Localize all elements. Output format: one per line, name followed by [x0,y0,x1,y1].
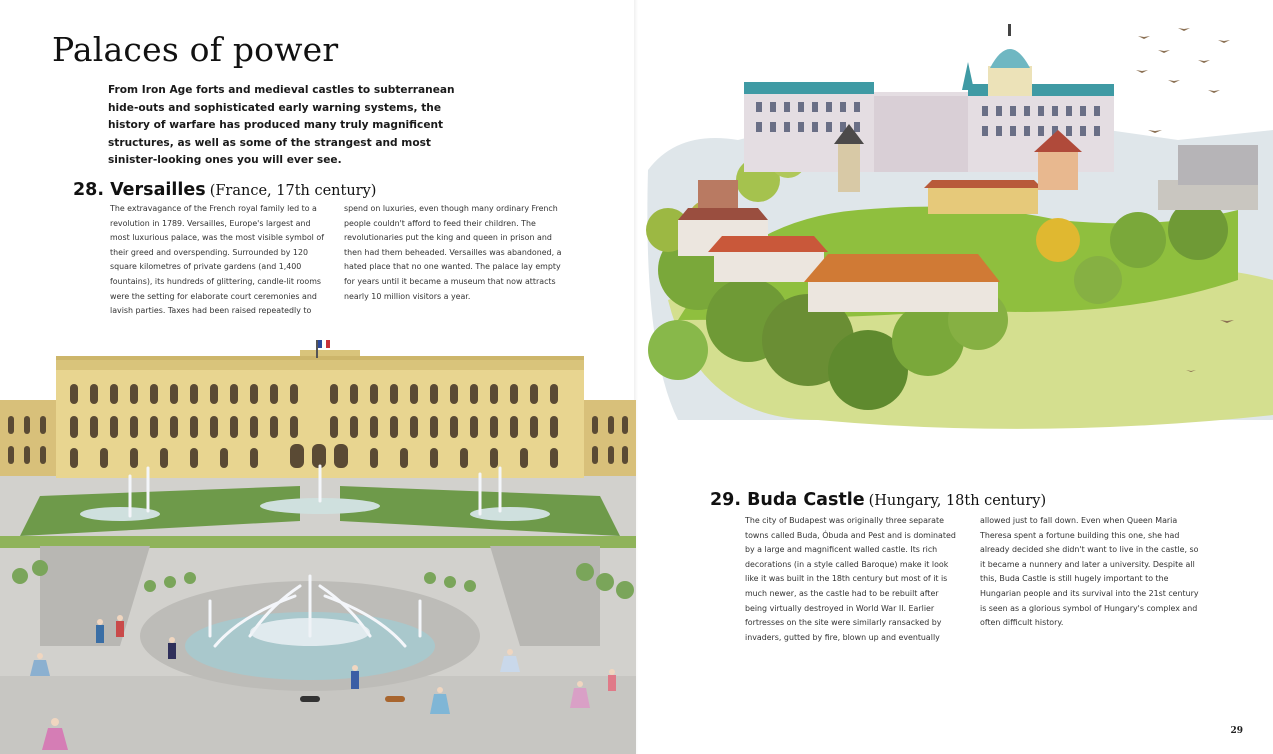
buda-heading-name: 29. Buda Castle [710,490,865,510]
versailles-text-col2: spend on luxuries, even though many ordinary French people couldn't afford to feed their children. The revolutionaries put the king and queen in prison and then had them beheaded. Versailles was abandoned, a hated place that no one wanted. The palace lay empty for years until it became a museum that now attracts nearly 10 million visitors a year. [344,204,562,301]
versailles-illustration [0,336,636,754]
versailles-left-wing [0,400,60,476]
buda-spire [962,62,974,90]
buda-text-col1: The city of Budapest was originally three separate towns called Buda, Óbuda and Pest and is dominated by a large and magnificent walled castle. Its rich decorations (in a style called Baroque) make it look like it was built in the 18th century but most of it is much newer, as the castle had to be rebuilt after being virtually destroyed in World War II. Earlier fortresses on the site were similarly ransacked by invaders, gutted by fire, blown up and eventually [745,516,956,642]
page-title: Palaces of power [52,30,339,69]
page-number: 29 [1230,726,1243,736]
versailles-heading-subtitle: (France, 17th century) [209,183,377,199]
buda-tower [838,142,860,192]
buda-dome-drum [988,66,1032,96]
buda-illustration-svg [638,20,1273,430]
buda-castle-roof-left [744,82,874,94]
versailles-right-wing [582,400,636,476]
buda-illustration [638,20,1273,430]
versailles-heading [73,173,376,201]
intro-paragraph: From Iron Age forts and medieval castles to subterranean hide-outs and sophisticated early warning systems, the history of warfare has produced many truly magnificent structures, as well as some of the strangest and most sinister-looking ones you will ever see. [108,84,455,166]
versailles-text-col1: The extravagance of the French royal family led to a revolution in 1789. Versailles, Europe's largest and most luxurious palace, was the most visible symbol of their greed and overspending. Surrounded by 120 square kilometres of private gardens (and 1,400 fountains), its hundreds of glittering, candle-lit rooms were the setting for elaborate court ceremonies and lavish parties. Taxes had been raised repeatedly to [110,204,324,316]
buda-orange-roof [804,254,1000,282]
versailles-illustration-svg [0,336,636,754]
french-flag [318,340,322,348]
buda-lower-building [808,282,998,312]
buda-text-col2: allowed just to fall down. Even when Queen Maria Theresa spent a fortune building this one, she had already decided she didn't want to live in the castle, so it became a nunnery and later a university. Despite all this, Buda Castle is still hugely important to the Hungarian people and its survival into the 21st century is seen as a glorious symbol of Hungary's complex and often difficult history. [980,516,1199,628]
buda-heading [710,483,1046,511]
versailles-heading-name: 28. Versailles [73,180,206,200]
buda-heading-subtitle: (Hungary, 18th century) [868,493,1047,509]
buda-dome [990,49,1030,68]
